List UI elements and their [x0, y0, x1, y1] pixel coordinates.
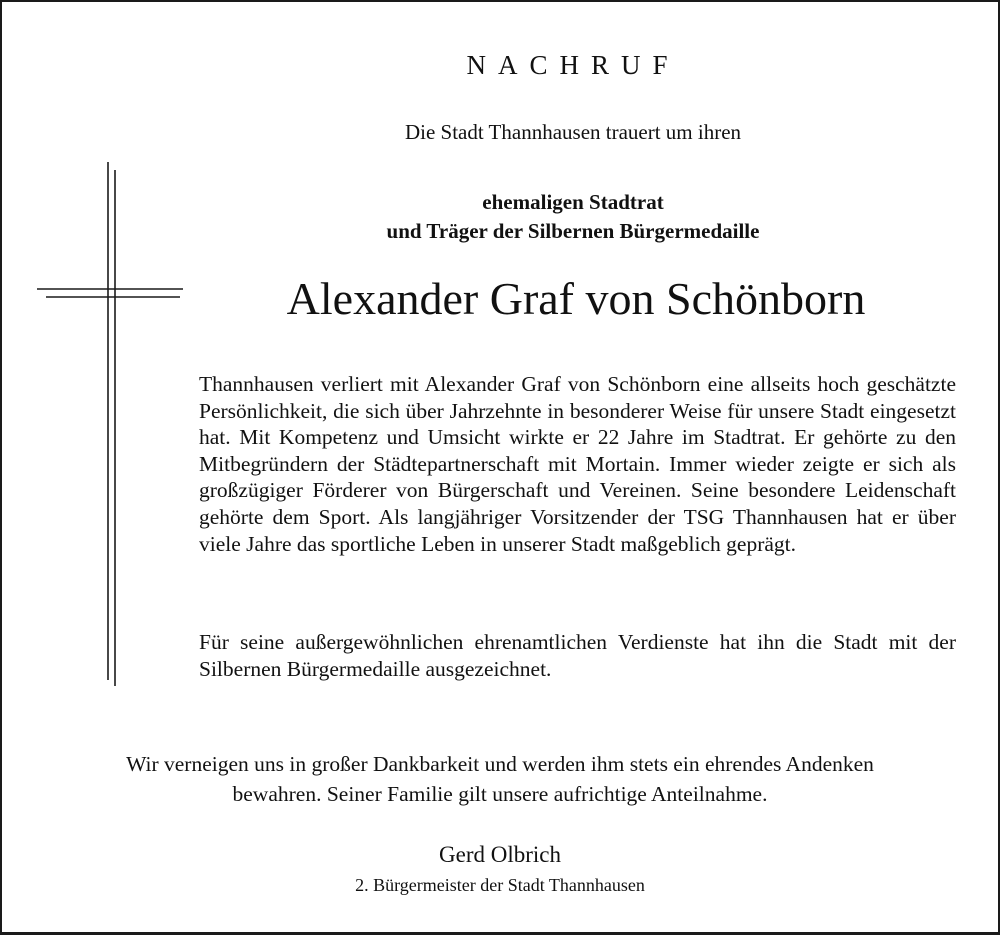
honoree-rank	[73, 188, 1000, 246]
page-title: NACHRUF	[466, 50, 680, 80]
closing-text	[0, 749, 1000, 809]
signer-name: Gerd Olbrich	[439, 842, 561, 867]
rank-line-2: und Träger der Silbernen Bürgermedaille	[386, 219, 760, 243]
closing-line-2: bewahren. Seiner Familie gilt unsere aufrichtige Anteilnahme.	[232, 782, 768, 806]
honoree-name: Alexander Graf von Schönborn	[286, 273, 866, 324]
body-paragraph-1: Thannhausen verliert mit Alexander Graf von Schönborn eine allseits hoch geschätzte Persönlichkeit, die sich über Jahrzehnte in besonderer Weise für unsere Stadt eingesetzt hat. Mit Kompetenz und Umsicht wirkte er 22 Jahre im Stadtrat. Er gehörte zu den Mitbegründern der Städtepartnerschaft mit Mortain. Immer wieder zeigte er sich als großzügiger Förderer von Bürgerschaft und Vereinen. Seine besondere Leidenschaft gehörte dem Sport. Als langjähriger Vorsitzender der TSG Thannhausen hat er über viele Jahre das sportliche Leben in unserer Stadt maßgeblich geprägt.	[199, 372, 956, 556]
body-paragraph-2: Für seine außergewöhnlichen ehrenamtlichen Verdienste hat ihn die Stadt mit der Silbernen Bürgermedaille ausgezeichnet.	[199, 630, 956, 681]
intro-line: Die Stadt Thannhausen trauert um ihren	[404, 120, 742, 144]
rank-line-1: ehemaligen Stadtrat	[482, 190, 664, 214]
closing-line-1: Wir verneigen uns in großer Dankbarkeit und werden ihm stets ein ehrendes Andenken	[126, 752, 874, 776]
signer-role: 2. Bürgermeister der Stadt Thannhausen	[355, 875, 645, 895]
